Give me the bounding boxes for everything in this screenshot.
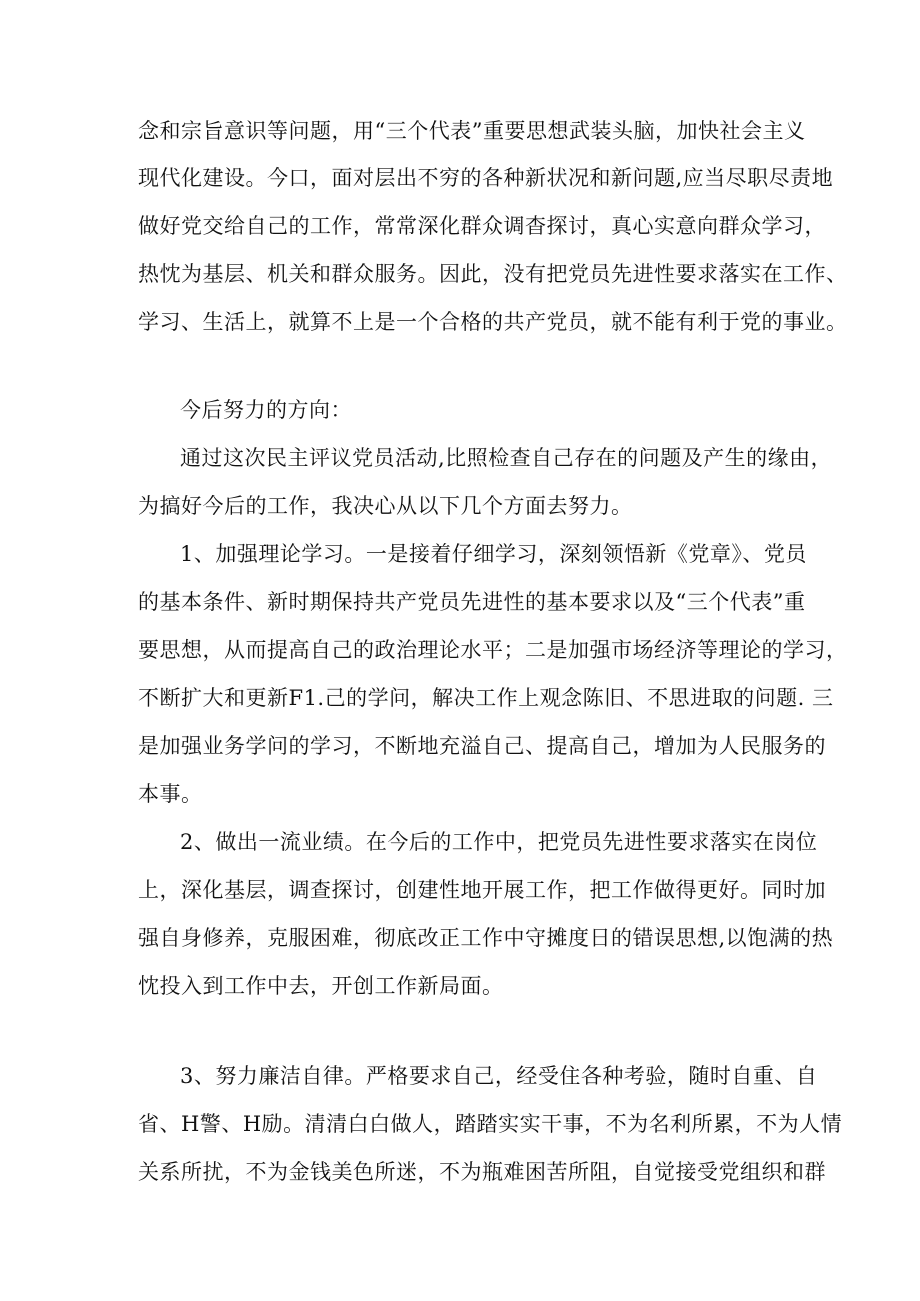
text-line: 是加强业务学问的学习，不断地充溢自己、提高自己，增加为人民服务的 xyxy=(138,734,826,758)
text-line: 上，深化基层，调查探讨，创建性地开展工作，把工作做得更好。同时加 xyxy=(138,878,826,902)
text-line: 念和宗旨意识等问题，用“三个代表”重要思想武装头脑，加快社会主义 xyxy=(138,119,806,143)
text-line: 的基本条件、新时期保持共产党员先进性的基本要求以及“三个代表”重 xyxy=(138,590,806,614)
text-line: 本事。 xyxy=(138,782,203,806)
text-line: 强自身修养，克服困难，彻底改正工作中守摊度日的错误思想,以饱满的热 xyxy=(138,926,834,950)
text-line: 做好党交给自己的工作，常常深化群众调杳探讨，真心实意向群众学习， xyxy=(138,214,826,238)
text-line: 通过这次民主评议党员活动,比照检查自己存在的问题及产生的缘由， xyxy=(180,446,833,470)
text-line: 热忱为基层、机关和群众服务。因此，没有把党员先进性要求落实在工作、 xyxy=(138,262,848,286)
text-line: 不断扩大和更新F1.己的学问，解决工作上观念陈旧、不思进取的问题. 三 xyxy=(138,686,834,710)
text-line: 学习、生活上，就算不上是一个合格的共产党员，就不能有利于党的事业。 xyxy=(138,310,848,334)
text-line: 关系所扰，不为金钱美色所迷，不为瓶难困苦所阻，自觉接受党组织和群 xyxy=(138,1160,826,1184)
text-line: 3、努力廉洁自律。严格要求自己，经受住各种考验，随时自重、自 xyxy=(180,1064,818,1088)
text-line: 1、加强理论学习。一是接着仔细学习，深刻领悟新《党章》、党员 xyxy=(180,542,807,566)
section-heading: 今后努力的方向： xyxy=(180,398,352,422)
text-line: 要思想，从而提高自己的政治理论水平；二是加强市场经济等理论的学习， xyxy=(138,638,848,662)
text-line: 省、H警、H励。清清白白做人，踏踏实实干事，不为名利所累，不为人情 xyxy=(138,1112,843,1136)
text-line: 忱投入到工作中去，开创工作新局面。 xyxy=(138,974,504,998)
text-line: 2、做出一流业绩。在今后的工作中，把党员先进性要求落实在岗位 xyxy=(180,830,818,854)
text-line: 现代化建设。今口，面对层出不穷的各种新状况和新问题,应当尽职尽责地 xyxy=(138,166,834,190)
text-line: 为搞好今后的工作，我决心从以下几个方面去努力。 xyxy=(138,494,633,518)
